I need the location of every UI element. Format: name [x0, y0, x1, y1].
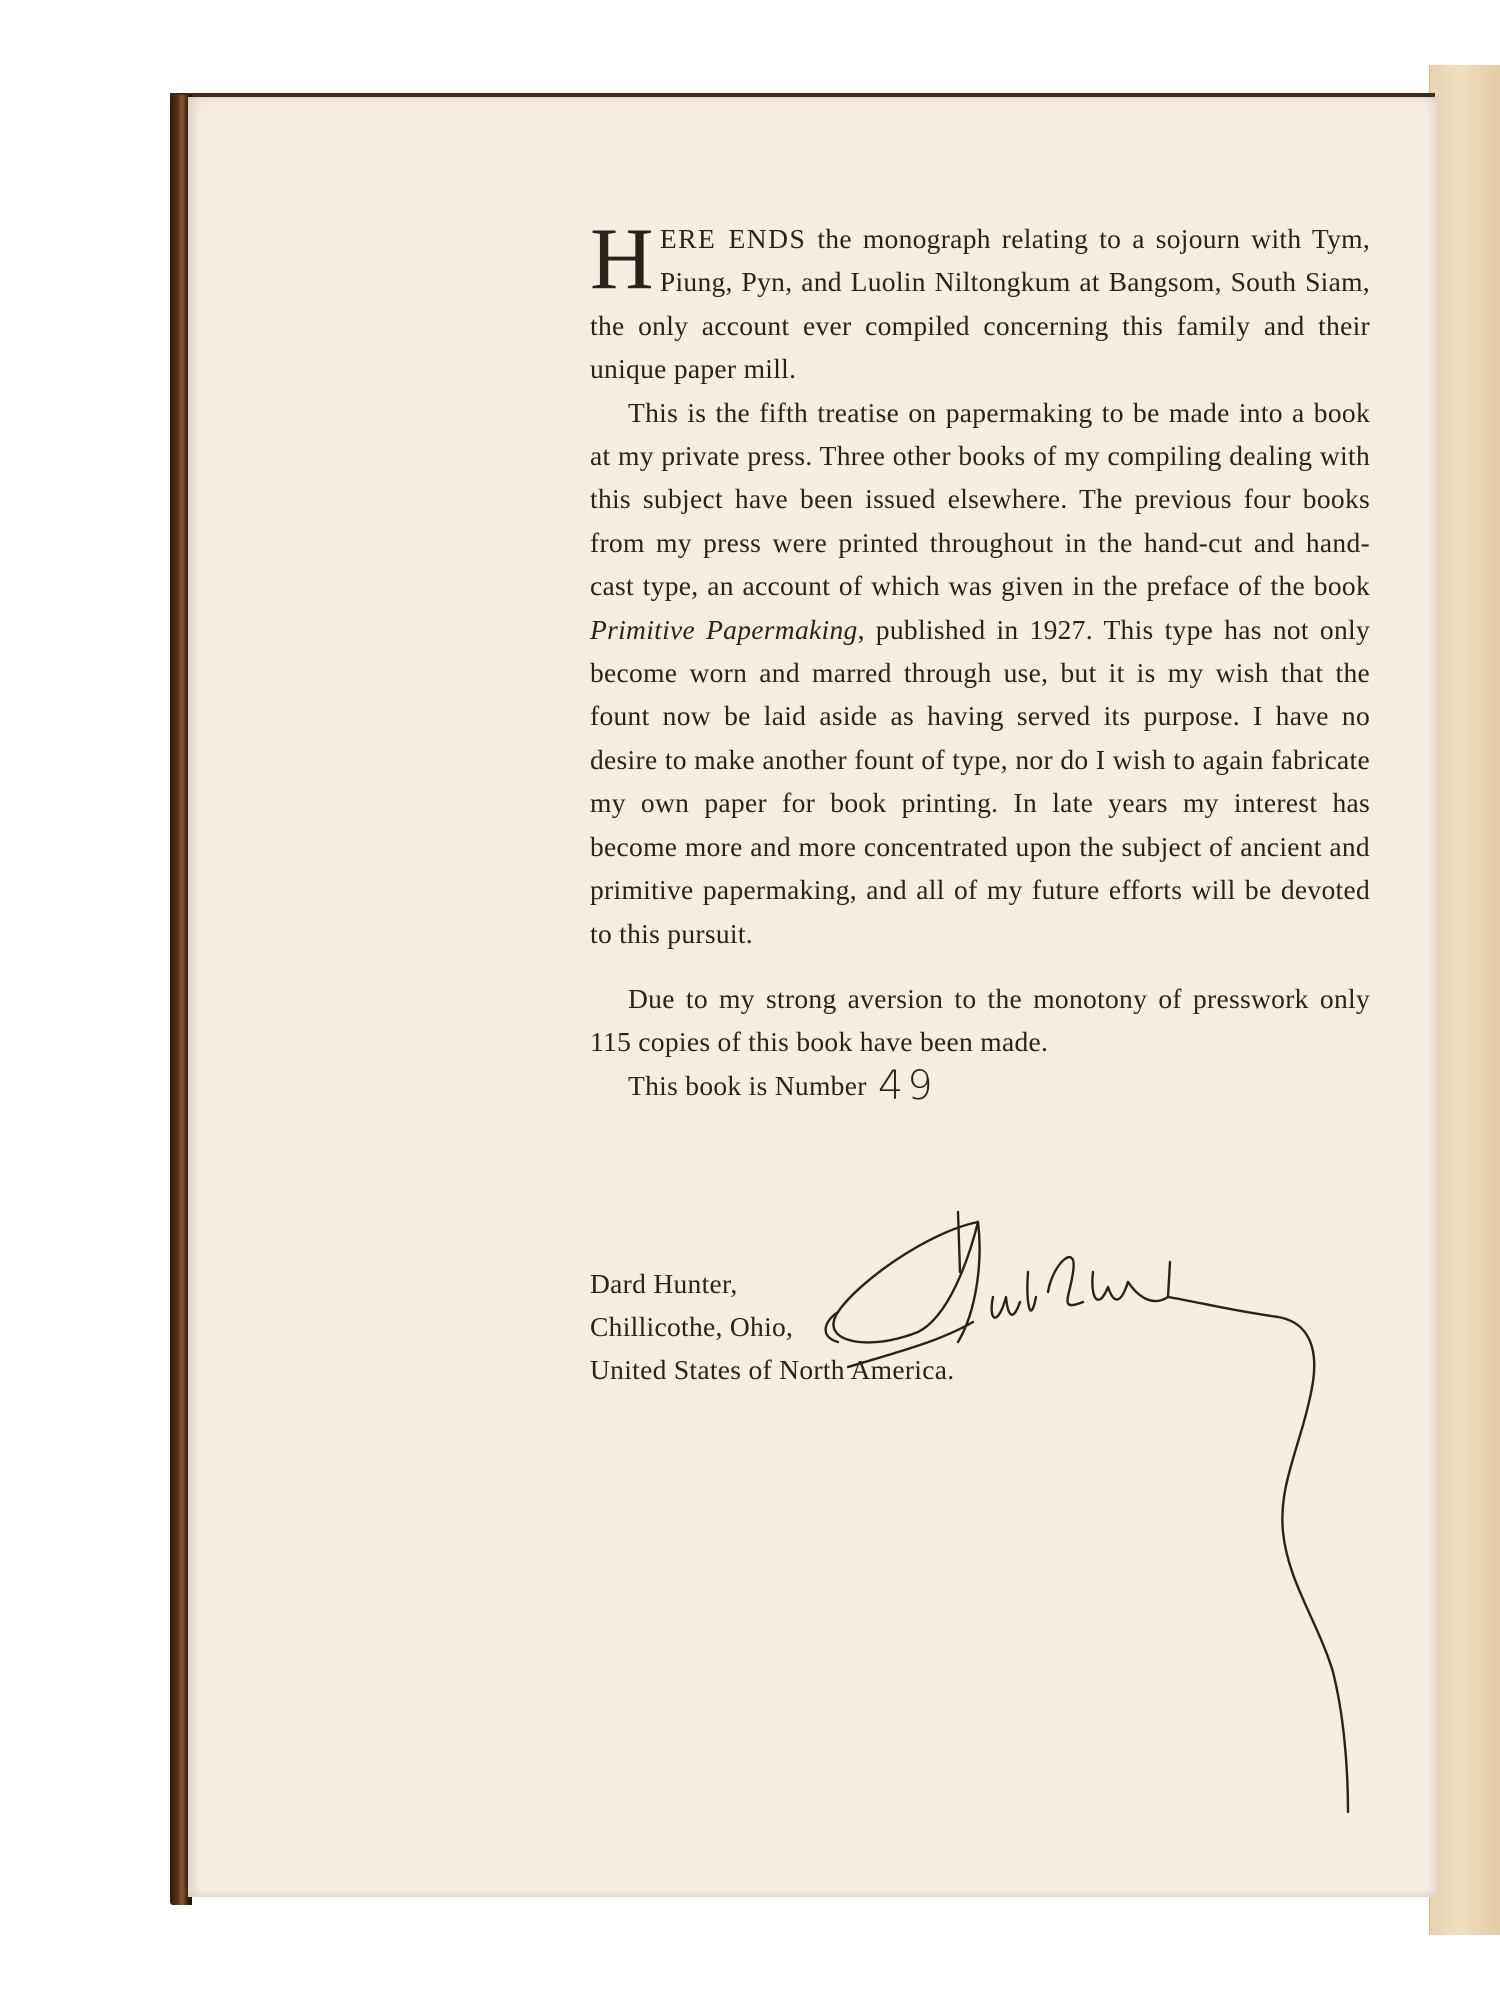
paragraph-2-end: , published in 1927. This type has not only become worn and marred through use, but it is my wish that the fount now be laid aside as having served its purpose. I have no desire to make another fount of type, nor do I wish to again fabricate my own paper for book printing. In late years my interest has become more and more concentrated upon the subject of ancient and primitive papermaking, and all of my future efforts will be devoted to this pursuit. — [590, 613, 1370, 949]
lead-in: ERE ENDS — [659, 223, 807, 254]
number-label: This book is Number — [628, 1069, 867, 1101]
signoff-city: Chillicothe, Ohio, — [590, 1311, 794, 1342]
drop-cap: H — [590, 211, 654, 308]
signoff-country: United States of North America. — [590, 1354, 955, 1385]
facing-page-edge — [1429, 65, 1500, 1935]
book-title: Primitive Papermaking — [590, 613, 858, 645]
handwritten-number: 49 — [877, 1062, 937, 1109]
number-line — [590, 1064, 1370, 1108]
page — [188, 97, 1438, 1897]
paragraph-3: Due to my strong aversion to the monotony of presswork only 115 copies of this book have been made. — [590, 982, 1370, 1058]
paragraph-1 — [590, 211, 1371, 391]
paragraph-1-text: the monograph relating to a sojourn with Tym, Piung, Pyn, and Luolin Niltongkum at Bangsom, South Siam, the only account ever compiled concerning this family and their unique paper mill. — [590, 223, 1371, 385]
signature — [808, 1202, 1428, 1862]
book — [170, 95, 1500, 1905]
signoff-name: Dard Hunter, — [590, 1268, 738, 1299]
paragraph-2-start: This is the fifth treatise on papermaking to be made into a book at my private press. Three other books of my compiling dealing with this subject have been issued elsewhere. The previous four books from my press were printed throughout in the hand-cut and hand-cast type, an account of which was given in the preface of the book — [590, 396, 1370, 602]
paragraph-2 — [590, 391, 1370, 955]
colophon-text — [590, 211, 1371, 1109]
